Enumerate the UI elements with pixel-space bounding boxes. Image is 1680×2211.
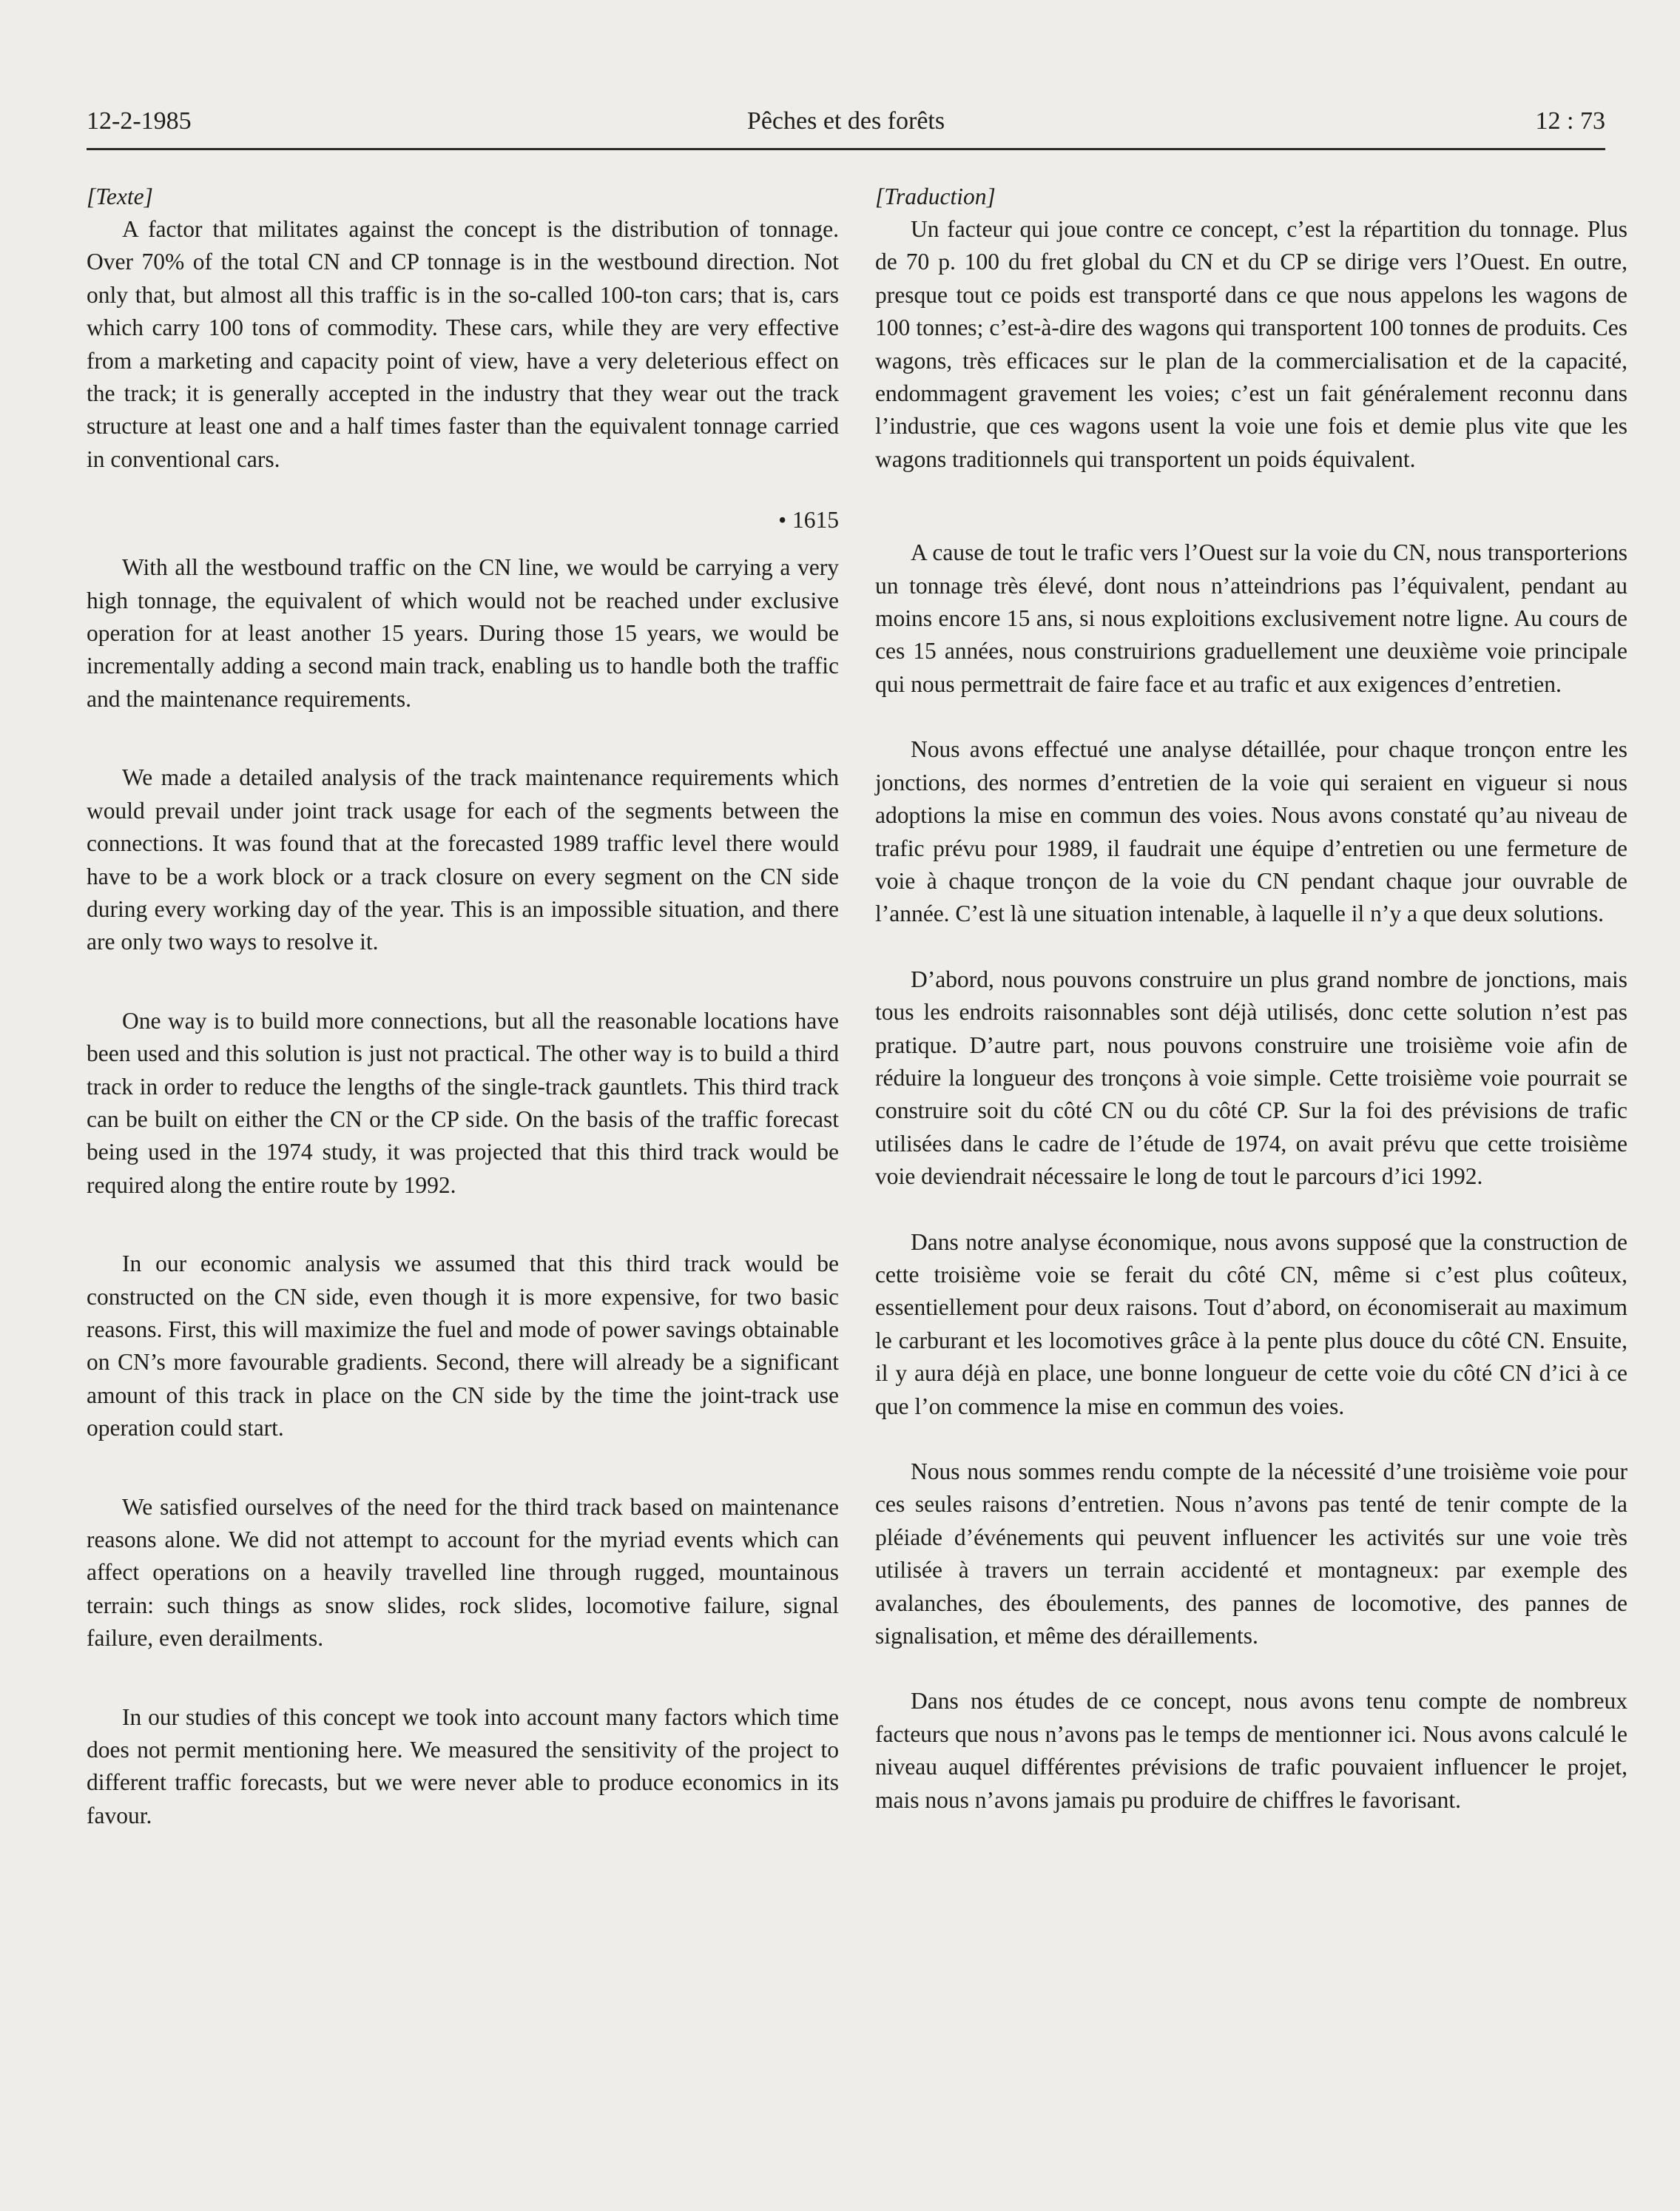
page-header (87, 105, 1605, 150)
header-date: 12-2-1985 (87, 107, 192, 135)
french-marker-gap (875, 476, 1627, 536)
french-column-label: [Traduction] (875, 184, 996, 209)
header-title: Pêches et des forêts (746, 107, 945, 135)
french-paragraph-7: Dans nos études de ce concept, nous avons tenu compte de nombreux facteurs que nous n’avons pas le temps de mentionner ici. Nous avons calculé le niveau auquel différentes prévisions de trafic pouvaient influencer le projet, mais nous n’avons jamais pu produire de chiffres le favorisant. (875, 1688, 1627, 1813)
english-paragraph-1: A factor that militates against the concept is the distribution of tonnage. Over 70% of the total CN and CP tonnage is in the westbound direction. Not only that, but almost all this traffic is in the so-called 100-ton cars; that is, cars which carry 100 tons of commodity. These cars, while they are very effective from a marketing and capacity point of view, have a very deleterious effect on the track; it is generally accepted in the industry that they wear out the track structure at least one and a half times faster than the equivalent tonnage carried in conventional cars. (87, 216, 839, 472)
french-paragraph-1: Un facteur qui joue contre ce concept, c’est la répartition du tonnage. Plus de 70 p. 100 du fret global du CN et du CP se dirige vers l’Ouest. En outre, presque tout ce poids est transporté dans ce que nous appelons les wagons de 100 tonnes; c’est-à-dire des wagons qui transportent 100 tonnes de produits. Ces wagons, très efficaces sur le plan de la commercialisation et de la capacité, endommagent gravement les voies; c’est un fait généralement reconnu dans l’industrie, que ces wagons usent la voie une fois et demie plus vite que les wagons traditionnels qui transportent un poids équivalent. (875, 216, 1627, 472)
time-marker: • 1615 (778, 507, 839, 534)
english-paragraph-3: We made a detailed analysis of the track maintenance requirements which would prevail under joint track usage for each of the segments between the connections. It was found that at the forecasted 1989 traffic level there would have to be a work block or a track closure on every segment on the CN side during every working day of the year. This is an impossible situation, and there are only two ways to resolve it. (87, 764, 839, 955)
header-page-number: 12 : 73 (1535, 107, 1605, 135)
french-paragraph-6: Nous nous sommes rendu compte de la nécessité d’une troisième voie pour ces seules raisons d’entretien. Nous n’avons pas tenté de tenir compte de la pléiade d’événements qui peuvent influencer les activités sur une voie très utilisée à travers un terrain accidenté et montagneux: par exemple des avalanches, des éboulements, des pannes de locomotive, des pannes de signalisation, et même des déraillements. (875, 1458, 1627, 1649)
english-paragraph-5: In our economic analysis we assumed that this third track would be constructed on the CN side, even though it is more expensive, for two basic reasons. First, this will maximize the fuel and mode of power savings obtainable on CN’s more favourable gradients. Second, there will already be a significant amount of this track in place on the CN side by the time the joint-track use operation could start. (87, 1251, 839, 1441)
french-paragraph-3: Nous avons effectué une analyse détaillée, pour chaque tronçon entre les jonctions, des normes d’entretien de la voie qui seraient en vigueur si nous adoptions la mise en commun des voies. Nous avons constaté qu’au niveau de trafic prévu pour 1989, il faudrait une équipe d’entretien ou une fermeture de voie à chaque tronçon de la voie du CN pendant chaque jour ouvrable de l’année. C’est là une situation intenable, à laquelle il n’y a que deux solutions. (875, 736, 1627, 927)
french-paragraph-5: Dans notre analyse économique, nous avons supposé que la construction de cette troisième voie se ferait du côté CN, même si c’est plus coûteux, essentiellement pour deux raisons. Tout d’abord, on économiserait au maximum le carburant et les locomotives grâce à la pente plus douce du côté CN. Ensuite, il y aura déjà en place, une bonne longueur de cette voie du côté CN d’ici à ce que l’on commence la mise en commun des voies. (875, 1228, 1627, 1419)
english-paragraph-2: With all the westbound traffic on the CN line, we would be carrying a very high tonnage, the equivalent of which would not be reached under exclusive operation for at least another 15 years. During those 15 years, we would be incrementally adding a second main track, enabling us to handle both the traffic and the maintenance requirements. (87, 554, 839, 712)
english-paragraph-7: In our studies of this concept we took into account many factors which time does not permit mentioning here. We measured the sensitivity of the project to different traffic forecasts, but we were never able to produce economics in its favour. (87, 1703, 839, 1828)
english-paragraph-6: We satisfied ourselves of the need for the third track based on maintenance reasons alone. We did not attempt to account for the myriad events which can affect operations on a heavily travelled line through rugged, mountainous terrain: such things as snow slides, rock slides, locomotive failure, signal failure, even derailments. (87, 1493, 839, 1652)
english-paragraph-4: One way is to build more connections, but all the reasonable locations have been used and this solution is just not practical. The other way is to build a third track in order to reduce the lengths of the single-track gauntlets. This third track can be built on either the CN or the CP side. On the basis of the traffic forecast being used in the 1974 study, it was projected that this third track would be required along the entire route by 1992. (87, 1007, 839, 1198)
english-column (87, 181, 839, 1832)
english-column-label: [Texte] (87, 184, 153, 209)
french-paragraph-4: D’abord, nous pouvons construire un plus grand nombre de jonctions, mais tous les endroits raisonnables sont déjà utilisés, donc cette solution n’est pas pratique. D’autre part, nous pouvons construire une troisième voie afin de réduire la longueur des tronçons à voie simple. Cette troisième voie pourrait se construire soit du côté CN ou du côté CP. Sur la foi des prévisions de trafic utilisées dans le cadre de l’étude de 1974, on avait prévu que cette troisième voie deviendrait nécessaire le long de tout le parcours d’ici 1992. (875, 966, 1627, 1190)
french-column (875, 181, 1627, 1817)
french-paragraph-2: A cause de tout le trafic vers l’Ouest sur la voie du CN, nous transporterions un tonnage très élevé, dont nous n’atteindrions pas l’équivalent, pendant au moins encore 15 ans, si nous exploitions exclusivement notre ligne. Au cours de ces 15 années, nous construirions graduellement une deuxième voie principale qui nous permettrait de faire face et au trafic et aux exigences d’entretien. (875, 539, 1627, 697)
